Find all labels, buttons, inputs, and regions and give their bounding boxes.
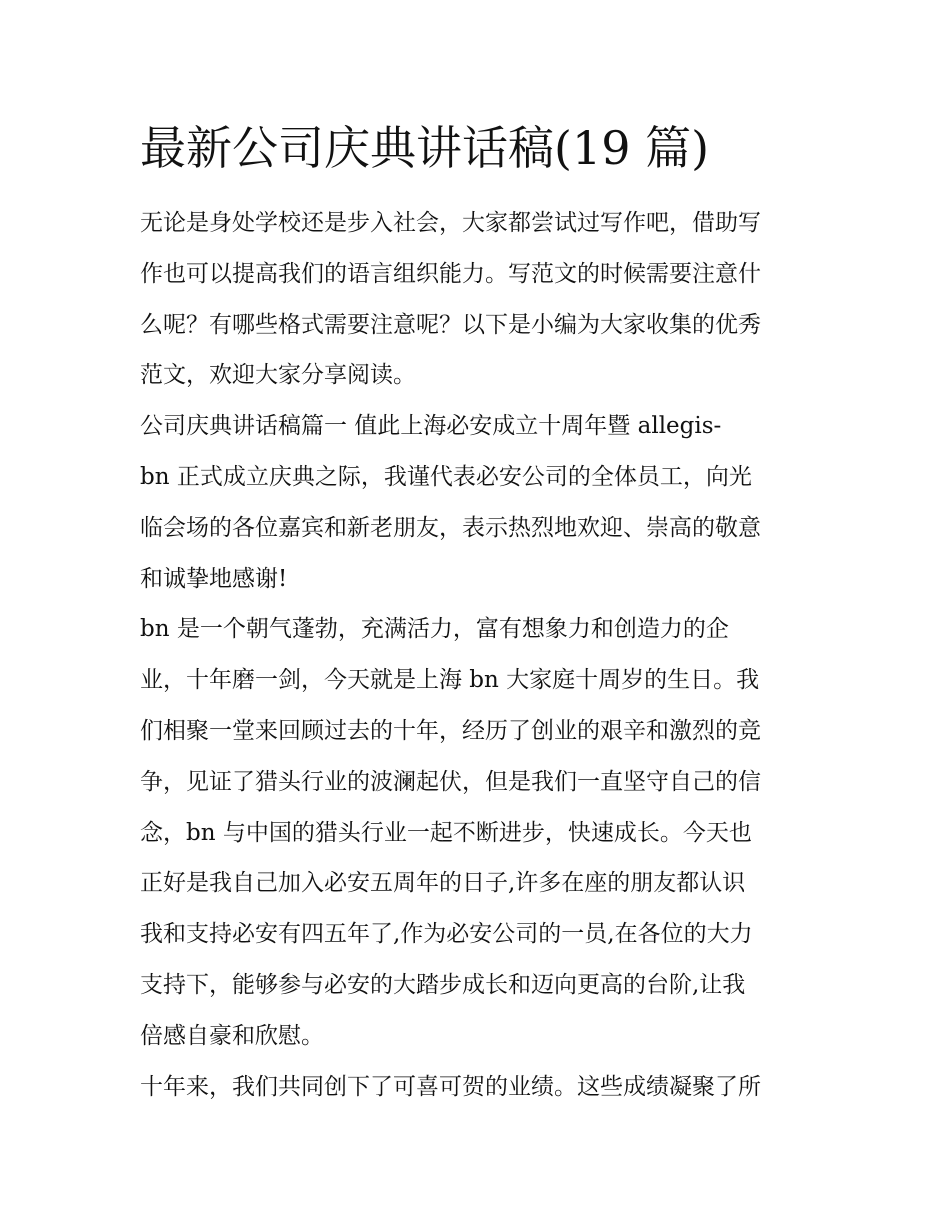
body-line: 正好是我自己加入必安五周年的日子,许多在座的朋友都认识 bbox=[140, 870, 746, 897]
body-line: 支持下，能够参与必安的大踏步成长和迈向更高的台阶,让我 bbox=[140, 971, 746, 998]
body-line: 十年来，我们共同创下了可喜可贺的业绩。这些成绩凝聚了所 bbox=[140, 1073, 761, 1100]
document-title: 最新公司庆典讲话稿(19 篇) bbox=[140, 121, 710, 175]
body-line: 业，十年磨一剑，今天就是上海 bn 大家庭十周岁的生日。我 bbox=[140, 667, 760, 694]
body-line: 倍感自豪和欣慰。 bbox=[140, 1022, 324, 1049]
body-line: 们相聚一堂来回顾过去的十年，经历了创业的艰辛和激烈的竞 bbox=[140, 717, 761, 744]
body-line: 临会场的各位嘉宾和新老朋友，表示热烈地欢迎、崇高的敬意 bbox=[140, 514, 761, 541]
body-line: 范文，欢迎大家分享阅读。 bbox=[140, 362, 416, 389]
body-line: 作也可以提高我们的语言组织能力。写范文的时候需要注意什 bbox=[140, 260, 761, 287]
body-line: 么呢？有哪些格式需要注意呢？以下是小编为大家收集的优秀 bbox=[140, 311, 761, 338]
body-line: 公司庆典讲话稿篇一 值此上海必安成立十周年暨 allegis- bbox=[140, 413, 722, 440]
body-line: 我和支持必安有四五年了,作为必安公司的一员,在各位的大力 bbox=[140, 921, 753, 948]
body-line: 和诚挚地感谢! bbox=[140, 565, 288, 592]
body-line: bn 是一个朝气蓬勃，充满活力，富有想象力和创造力的企 bbox=[140, 616, 729, 643]
document-body bbox=[140, 198, 820, 1112]
body-line: bn 正式成立庆典之际，我谨代表必安公司的全体员工，向光 bbox=[140, 463, 752, 490]
body-line: 念，bn 与中国的猎头行业一起不断进步，快速成长。今天也 bbox=[140, 819, 752, 846]
body-line: 争，见证了猎头行业的波澜起伏，但是我们一直坚守自己的信 bbox=[140, 768, 761, 795]
body-line: 无论是身处学校还是步入社会，大家都尝试过写作吧，借助写 bbox=[140, 210, 761, 236]
